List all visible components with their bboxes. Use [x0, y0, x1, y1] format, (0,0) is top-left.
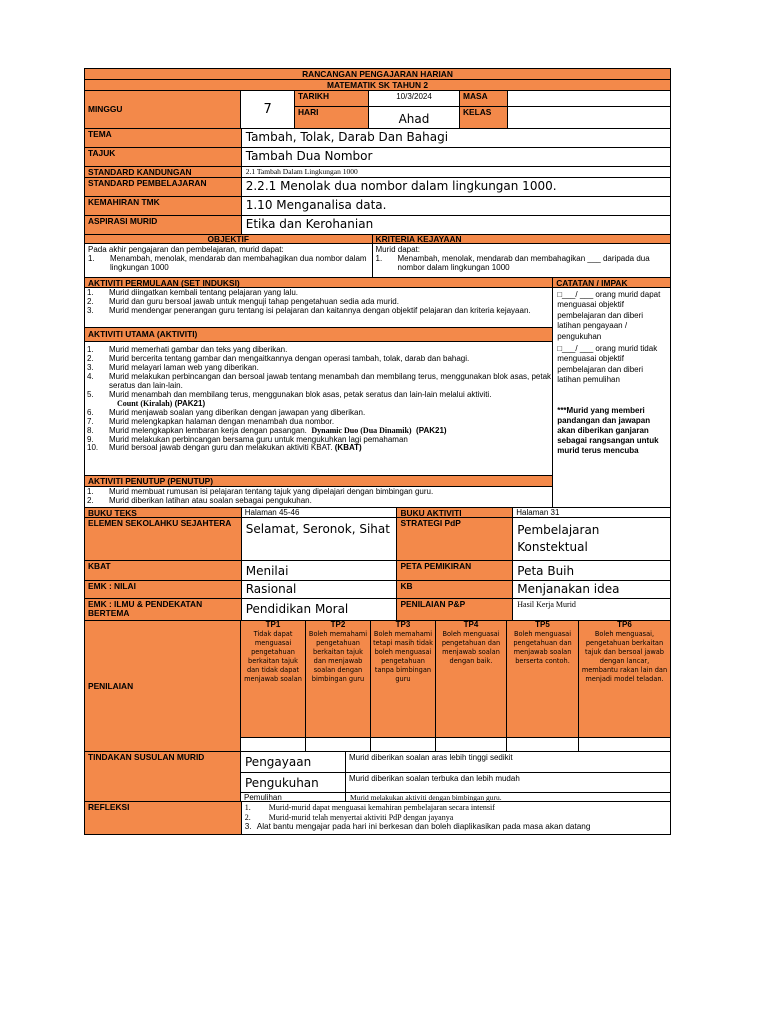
elemen-value: Selamat, Seronok, Sihat	[242, 518, 398, 561]
penilaian-pp-value: Hasil Kerja Murid	[513, 599, 671, 621]
header-title: RANCANGAN PENGAJARAN HARIAN	[85, 69, 671, 80]
kb-value: Menjanakan idea	[513, 581, 671, 599]
tindakan-label: TINDAKAN SUSULAN MURID	[85, 752, 241, 802]
tarikh-label: TARIKH	[295, 91, 369, 107]
tp-check-cell[interactable]	[241, 738, 306, 752]
buku-aktiviti-value: Halaman 31	[513, 508, 671, 518]
list-item: 1. Murid-murid dapat menguasai kemahiran pembelajaran secara intensif	[244, 803, 495, 812]
kb-label: KB	[397, 581, 513, 599]
strategi-label: STRATEGI PdP	[397, 518, 513, 561]
aspirasi-value: Etika dan Kerohanian	[242, 216, 671, 235]
list-item: 7. Murid melengkapkan halaman dengan menambah dua nombor.	[87, 416, 335, 426]
tindakan-pengukuhan-text: Murid diberikan soalan terbuka dan lebih mudah	[346, 773, 671, 793]
tema-label: TEMA	[85, 129, 242, 148]
penutup-body	[85, 487, 553, 508]
utama-list	[85, 346, 552, 453]
tarikh-value: 10/3/2024	[369, 91, 460, 107]
kelas-label: KELAS	[460, 107, 508, 129]
activities-block	[84, 278, 671, 508]
strategi-value: Pembelajaran Konstektual	[513, 518, 671, 561]
hari-label: HARI	[295, 107, 369, 129]
objektif-body	[85, 244, 373, 278]
hari-value: Ahad	[369, 107, 460, 129]
tindakan-row	[84, 752, 671, 802]
pak21-badge: (PAK21)	[416, 425, 447, 435]
penutup-list	[85, 488, 552, 506]
list-item: 4. Murid melakukan perbincangan dan bersoal jawab tentang menambah dan membilang terus, menggunakan blok asas, petak seratus dan lain-lain.	[87, 371, 552, 390]
list-item: 2. Murid dan guru bersoal jawab untuk menguji tahap pengetahuan sedia ada murid.	[87, 296, 399, 306]
sp-row	[84, 178, 671, 197]
list-item: 6. Murid menjawab soalan yang diberikan dengan jawapan yang diberikan.	[87, 407, 366, 417]
minggu-label: MINGGU	[85, 91, 241, 129]
sp-label: STANDARD PEMBELAJARAN	[85, 178, 242, 197]
nilai-label: EMK : NILAI	[85, 581, 242, 599]
tp-check-cell[interactable]	[371, 738, 436, 752]
list-item: 3. Alat bantu mengajar pada hari ini berkesan dan boleh diaplikasikan pada masa akan datang	[244, 822, 591, 832]
tp-check-cell[interactable]	[436, 738, 507, 752]
elemen-label: ELEMEN SEKOLAHKU SEJAHTERA	[85, 518, 242, 561]
sk-value: 2.1 Tambah Dalam Lingkungan 1000	[242, 167, 671, 178]
minggu-value: 7	[241, 91, 295, 129]
kriteria-intro: Murid dapat:	[375, 245, 420, 254]
list-item: 1. Murid diingatkan kembali tentang pelajaran yang lalu.	[87, 288, 299, 297]
masa-label: MASA	[460, 91, 508, 107]
tp-grid	[241, 621, 671, 752]
objektif-text: Menambah, menolak, mendarab dan membahagikan dua nombor dalam lingkungan 1000	[110, 254, 367, 273]
header-row	[84, 68, 671, 80]
tp-cell: TP4 Boleh menguasai pengetahuan dan menjawab soalan dengan baik.	[436, 621, 507, 738]
kbat-row	[84, 561, 671, 581]
penilaian-label: PENILAIAN	[85, 621, 241, 752]
tp-descriptor-row	[241, 621, 671, 738]
pak21-badge: (PAK21)	[174, 398, 206, 408]
catatan-note-ganjaran: ***Murid yang memberi pandangan dan jawapan akan diberikan ganjaran sebagai rangsangan untuk murid terus mencuba	[557, 405, 659, 455]
sk-label: STANDARD KANDUNGAN	[85, 167, 242, 178]
aspirasi-row	[84, 216, 671, 235]
elemen-row	[84, 518, 671, 561]
kriteria-num: 1.	[375, 254, 383, 264]
buku-teks-label: BUKU TEKS	[85, 508, 242, 518]
tp-cell: TP3 Boleh memahami tetapi masih tidak boleh menguasai pengetahuan tanpa bimbingan guru	[371, 621, 436, 738]
list-item: 2. Murid diberikan latihan atau soalan sebagai pengukuhan.	[87, 495, 312, 505]
objektif-body-row	[84, 244, 671, 278]
permulaan-list	[85, 289, 552, 316]
list-item: 8. Murid melengkapkan lembaran kerja dengan pasangan. Dynamic Duo (Dua Dinamik) (PAK21)	[87, 425, 447, 435]
ilmu-label: EMK : ILMU & PENDEKATAN BERTEMA	[85, 599, 242, 621]
list-item: 5. Murid menambah dan membilang terus, menggunakan blok asas, petak seratus dan lain-lain melalui aktiviti. Count (Kiralah) (PAK21)	[87, 389, 492, 408]
catatan-note-pemulihan: □___/ ___ orang murid tidak menguasai objektif pembelajaran dan diberi latihan pemulihan	[557, 343, 658, 385]
tp-checkbox-row	[241, 738, 671, 752]
sp-value: 2.2.1 Menolak dua nombor dalam lingkungan 1000.	[242, 178, 671, 197]
catatan-note-pengayaan: □___/ ___ orang murid dapat menguasai objektif pembelajaran dan diberi latihan pengayaan / pengukuhan	[557, 290, 661, 341]
peta-value: Peta Buih	[513, 561, 671, 581]
dynamic-duo-label: Dynamic Duo (Dua Dinamik)	[311, 425, 412, 435]
catatan-label: CATATAN / IMPAK	[553, 278, 671, 288]
tmk-label: KEMAHIRAN TMK	[85, 197, 242, 216]
penilaian-pp-label: PENILAIAN P&P	[397, 599, 513, 621]
permulaan-label: AKTIVITI PERMULAAN (SET INDUKSI)	[85, 278, 553, 288]
table-row	[241, 752, 671, 773]
refleksi-row	[84, 802, 671, 835]
tp-check-cell[interactable]	[306, 738, 371, 752]
tp-check-cell[interactable]	[579, 738, 671, 752]
ilmu-row	[84, 599, 671, 621]
kriteria-body	[373, 244, 671, 278]
objektif-label: OBJEKTIF	[85, 235, 373, 244]
activities-main	[85, 278, 553, 508]
tajuk-value: Tambah Dua Nombor	[242, 148, 671, 167]
info-block	[84, 91, 671, 129]
list-item: 3. Murid melayari laman web yang diberikan.	[87, 362, 259, 372]
lesson-plan-sheet	[84, 68, 671, 835]
tmk-row	[84, 197, 671, 216]
list-item: 3. Murid mendengar penerangan guru tentang isi pelajaran dan kaitannya dengan objektif pelajaran dan kriteria kejayaan.	[87, 305, 531, 315]
sk-row	[84, 167, 671, 178]
kbat-label: KBAT	[85, 561, 242, 581]
kriteria-label: KRITERIA KEJAYAAN	[373, 235, 671, 244]
tindakan-pengayaan-label: Pengayaan	[241, 752, 346, 773]
list-item: 1. Murid membuat rumusan isi pelajaran tentang tajuk yang dipelajari dengan bimbingan guru.	[87, 487, 434, 496]
header-subtitle: MATEMATIK SK TAHUN 2	[85, 80, 671, 91]
permulaan-body	[85, 288, 553, 328]
penutup-label: AKTIVITI PENUTUP (PENUTUP)	[85, 476, 553, 487]
utama-body	[85, 342, 553, 476]
refleksi-body	[242, 802, 671, 835]
tp-cell: TP1 Tidak dapat menguasai pengetahuan berkaitan tajuk dan tidak dapat menjawab soalan	[241, 621, 306, 738]
ilmu-value: Pendidikan Moral	[242, 599, 398, 621]
list-item: 10. Murid bersoal jawab dengan guru dan melakukan aktiviti KBAT. (KBAT)	[87, 443, 362, 453]
buku-aktiviti-label: BUKU AKTIVITI	[397, 508, 513, 518]
list-item: 2. Murid-murid telah menyertai aktiviti PdP dengan jayanya	[244, 812, 454, 822]
tajuk-row	[84, 148, 671, 167]
list-item: 1. Murid memerhati gambar dan teks yang diberikan.	[87, 345, 288, 354]
nilai-value: Rasional	[242, 581, 398, 599]
tindakan-pemulihan-text: Murid melakukan aktiviti dengan bimbingan guru.	[346, 793, 671, 802]
objektif-num: 1.	[88, 254, 95, 264]
kelas-value	[508, 107, 671, 129]
aspirasi-label: ASPIRASI MURID	[85, 216, 242, 235]
nilai-row	[84, 581, 671, 599]
kbat-value: Menilai	[242, 561, 398, 581]
objektif-header-row	[84, 235, 671, 244]
peta-label: PETA PEMIKIRAN	[397, 561, 513, 581]
catatan-column	[553, 278, 671, 508]
list-item: 9. Murid melakukan perbincangan bersama guru untuk mengukuhkan lagi pemahaman	[87, 434, 408, 444]
tmk-value: 1.10 Menganalisa data.	[242, 197, 671, 216]
tindakan-pemulihan-label: Pemulihan	[241, 793, 346, 802]
catatan-body	[553, 288, 671, 508]
tp-cell: TP5 Boleh menguasai pengetahuan dan menjawab soalan berserta contoh.	[507, 621, 579, 738]
tp-cell: TP2 Boleh memahami pengetahuan berkaitan tajuk dan menjawab soalan dengan bimbingan guru	[306, 621, 371, 738]
penilaian-row	[84, 621, 671, 752]
tindakan-pengayaan-text: Murid diberikan soalan aras lebih tinggi sedikit	[346, 752, 671, 773]
tema-row	[84, 129, 671, 148]
refleksi-label: REFLEKSI	[85, 802, 242, 835]
buku-teks-value: Halaman 45-46	[242, 508, 398, 518]
kriteria-text: Menambah, menolak, mendarab dan membahagikan ___ daripada dua nombor dalam lingkungan 1000	[397, 254, 650, 273]
table-row	[241, 773, 671, 793]
tp-cell: TP6 Boleh menguasai, pengetahuan berkaitan tajuk dan bersoal jawab dengan lancar, membantu rakan lain dan menjadi model teladan.	[579, 621, 671, 738]
utama-label: AKTIVITI UTAMA (AKTIVITI)	[85, 328, 553, 342]
kiralah-label: Count (Kiralah)	[117, 398, 173, 408]
tindakan-table	[241, 752, 671, 802]
objektif-intro: Pada akhir pengajaran dan pembelajaran, murid dapat:	[88, 245, 284, 254]
tajuk-label: TAJUK	[85, 148, 242, 167]
list-item: 2. Murid bercerita tentang gambar dan mengaitkannya dengan operasi tambah, tolak, darab dan bahagi.	[87, 353, 470, 363]
tp-check-cell[interactable]	[507, 738, 579, 752]
buku-row	[84, 508, 671, 518]
masa-value	[508, 91, 671, 107]
subheader-row	[84, 80, 671, 91]
tema-value: Tambah, Tolak, Darab Dan Bahagi	[242, 129, 671, 148]
kbat-badge: (KBAT)	[334, 443, 362, 453]
tindakan-pengukuhan-label: Pengukuhan	[241, 773, 346, 793]
table-row	[241, 793, 671, 802]
